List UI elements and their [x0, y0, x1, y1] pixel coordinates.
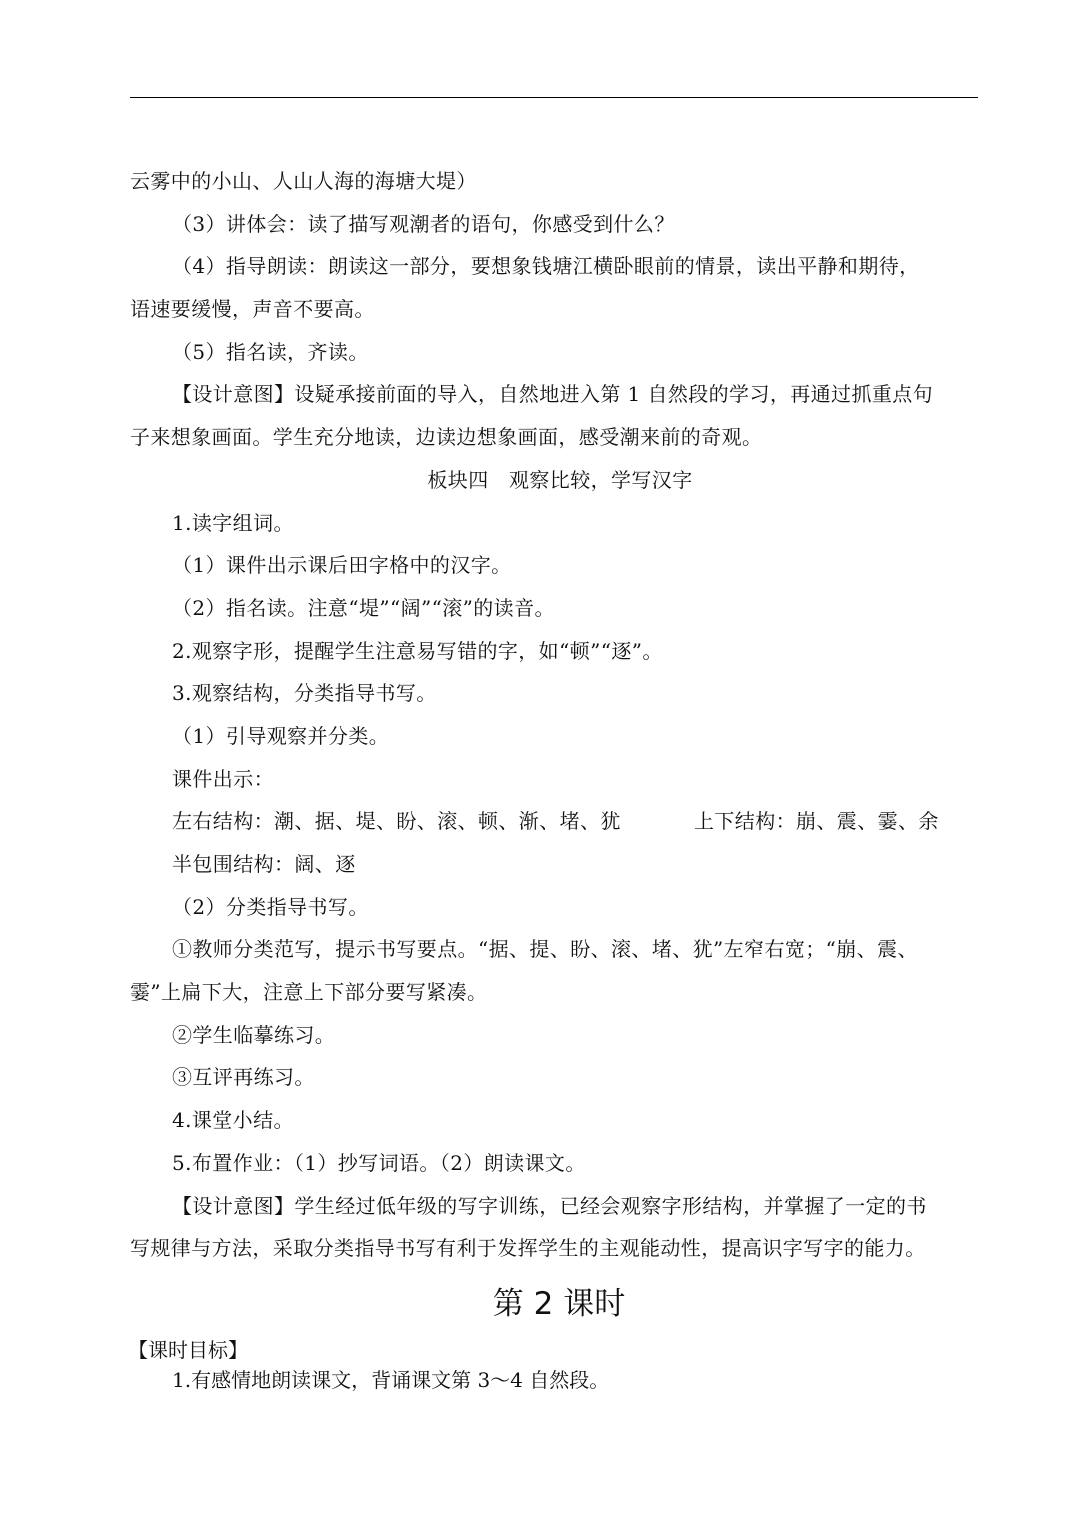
design-intent-line: 【设计意图】设疑承接前面的导入，自然地进入第 1 自然段的学习，再通过抓重点句	[172, 382, 934, 407]
list-item: （2）指名读。注意“堤”“阔”“滚”的读音。	[172, 595, 555, 620]
paragraph-line: 云雾中的小山、人山人海的海塘大堤）	[130, 169, 477, 193]
section-heading: 板块四 观察比较，学写汉字	[427, 467, 693, 492]
list-item: 5.布置作业：（1）抄写词语。（2）朗读课文。	[172, 1150, 586, 1175]
list-item: （1）课件出示课后田字格中的汉字。	[172, 553, 512, 578]
left-right-structure: 左右结构：潮、据、堤、盼、滚、顿、渐、堵、犹	[172, 809, 621, 834]
list-item: 2.观察字形，提醒学生注意易写错的字，如“顿”“逐”。	[172, 638, 663, 663]
paragraph-line: 语速要缓慢，声音不要高。	[130, 297, 375, 322]
paragraph-line: （5）指名读，齐读。	[172, 339, 369, 364]
list-item: 4.课堂小结。	[172, 1108, 294, 1133]
top-bottom-structure: 上下结构：崩、震、霎、余	[694, 809, 939, 834]
structure-row	[130, 800, 978, 843]
list-item: ②学生临摹练习。	[172, 1022, 336, 1047]
goals-title: 【课时目标】	[128, 1337, 248, 1362]
list-item: ①教师分类范写，提示书写要点。“据、提、盼、滚、堵、犹”左窄右宽；“崩、震、	[172, 937, 918, 962]
paragraph-line: （3）讲体会：读了描写观潮者的语句，你感受到什么？	[172, 211, 675, 236]
document-body	[130, 160, 978, 1394]
list-item: 1.读字组词。	[172, 510, 294, 535]
list-item: 3.观察结构，分类指导书写。	[172, 681, 437, 706]
list-item: 课件出示：	[172, 766, 274, 791]
half-enclosure-structure: 半包围结构：阔、逐	[172, 852, 356, 876]
goal-item: 1.有感情地朗读课文，背诵课文第 3～4 自然段。	[172, 1367, 610, 1392]
list-item: （2）分类指导书写。	[172, 894, 369, 919]
paragraph-line: （4）指导朗读：朗读这一部分，要想象钱塘江横卧眼前的情景，读出平静和期待，	[172, 254, 920, 279]
design-intent-line: 写规律与方法，采取分类指导书写有利于发挥学生的主观能动性，提高识字写字的能力。	[130, 1236, 926, 1261]
list-item: ③互评再练习。	[172, 1065, 315, 1090]
lesson-title: 第 2 课时	[492, 1285, 626, 1322]
header-rule	[130, 97, 978, 98]
design-intent-line: 【设计意图】学生经过低年级的写字训练，已经会观察字形结构，并掌握了一定的书	[172, 1193, 927, 1218]
list-item: （1）引导观察并分类。	[172, 723, 390, 748]
list-item: 霎”上扁下大，注意上下部分要写紧凑。	[130, 980, 488, 1005]
design-intent-line: 子来想象画面。学生充分地读，边读边想象画面，感受潮来前的奇观。	[130, 425, 763, 450]
